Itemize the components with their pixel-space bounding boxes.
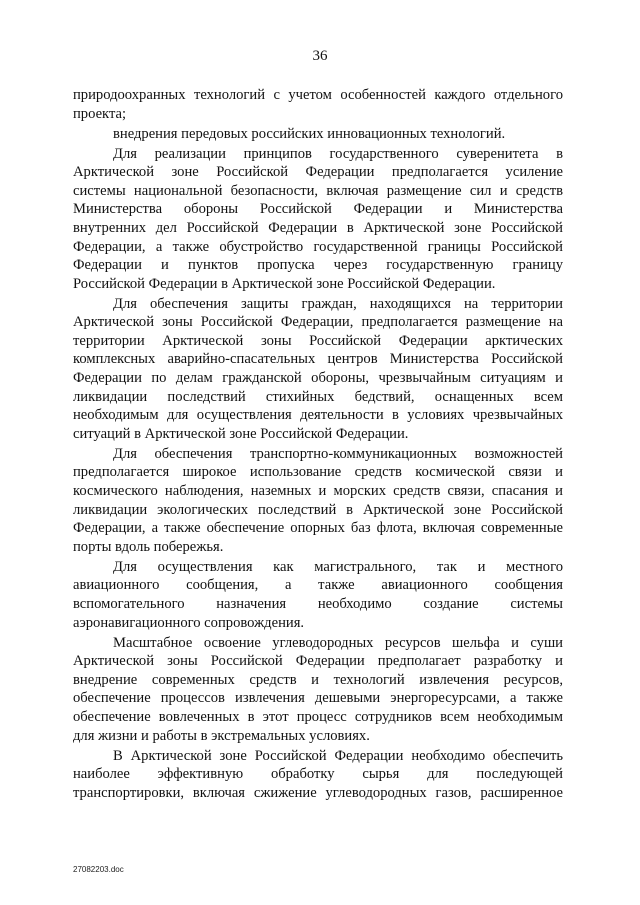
text-line: Для обеспечения защиты граждан, находящихся на территории [113, 295, 563, 312]
text-line: Для обеспечения транспортно-коммуникационных возможностей [113, 445, 563, 462]
paragraph [73, 145, 563, 294]
text-line: внедрения передовых российских инновационных технологий. [113, 125, 506, 142]
text-line: предполагается широкое использование средств космической связи и [73, 464, 563, 481]
text-line: Министерства обороны Российской Федерации и Министерства [73, 201, 563, 218]
text-line: аэронавигационного сопровождения. [73, 614, 305, 631]
paragraph [73, 445, 563, 557]
text-line: Федерации по делам гражданской обороны, чрезвычайным ситуациям и [73, 370, 563, 387]
text-line: обеспечение процессов извлечения дешевыми энергоресурсами, а также [73, 690, 563, 707]
text-line: для жизни и работы в экстремальных условиях. [73, 727, 370, 744]
paragraph [73, 634, 563, 746]
text-line: необходимым для осуществления деятельности в условиях чрезвычайных [73, 407, 563, 424]
text-line: Российской Федерации в Арктической зоне Российской Федерации. [73, 275, 496, 292]
paragraph [73, 86, 563, 123]
text-line: ситуаций в Арктической зоне Российской Федерации. [73, 425, 409, 442]
text-line: Арктической зоне Российской Федерации предполагается усиление [73, 164, 563, 181]
text-line: природоохранных технологий с учетом особенностей каждого отдельного [73, 87, 563, 103]
paragraph [73, 558, 563, 632]
text-line: транспортировки, включая сжижение углеводородных газов, расширенное [73, 784, 563, 801]
text-line: внедрение современных средств и технологий извлечения ресурсов, [73, 671, 563, 688]
page-number: 36 [312, 48, 328, 64]
text-line: Масштабное освоение углеводородных ресурсов шельфа и суши [113, 634, 563, 651]
text-line: ликвидации экологических последствий в Арктической зоне Российской [73, 501, 563, 518]
text-line: наиболее эффективную обработку сырья для последующей [73, 766, 563, 783]
paragraph [73, 295, 563, 444]
paragraph [73, 125, 563, 144]
text-line: космического наблюдения, наземных и морских средств связи, спасания и [73, 483, 563, 500]
text-line: ликвидации последствий стихийных бедствий, оснащенных всем [73, 388, 563, 405]
text-line: авиационного сообщения, а также авиационного сообщения [73, 577, 563, 594]
footer-filename: 27082203.doc [73, 865, 124, 874]
text-line: территории Арктической зоны Российской Федерации арктических [73, 332, 563, 349]
text-line: Федерации, а также обустройство государственной границы Российской [73, 238, 563, 255]
text-line: обеспечение вовлеченных в этот процесс сотрудников всем необходимым [73, 708, 563, 725]
text-line: проекта; [73, 105, 127, 122]
paragraph [73, 747, 563, 803]
text-line: Федерации, а также обеспечение опорных баз флота, включая современные [73, 520, 563, 537]
text-line: комплексных аварийно-спасательных центров Министерства Российской [73, 351, 563, 368]
text-line: Для осуществления как магистрального, так и местного [113, 558, 563, 575]
text-line: внутренних дел Российской Федерации в Арктической зоне Российской [73, 219, 563, 236]
text-line: Для реализации принципов государственного суверенитета в [113, 145, 563, 162]
text-line: В Арктической зоне Российской Федерации необходимо обеспечить [113, 747, 563, 764]
text-line: вспомогательного назначения необходимо создание системы [73, 595, 563, 612]
text-line: Арктической зоны Российской Федерации предполагает разработку и [73, 653, 563, 670]
text-line: порты вдоль побережья. [73, 538, 224, 555]
text-line: Федерации и пунктов пропуска через государственную границу [73, 257, 563, 274]
text-line: Арктической зоны Российской Федерации, предполагается размещение на [73, 314, 563, 331]
text-line: системы национальной безопасности, включая размещение сил и средств [73, 182, 563, 199]
document-body [73, 86, 563, 804]
